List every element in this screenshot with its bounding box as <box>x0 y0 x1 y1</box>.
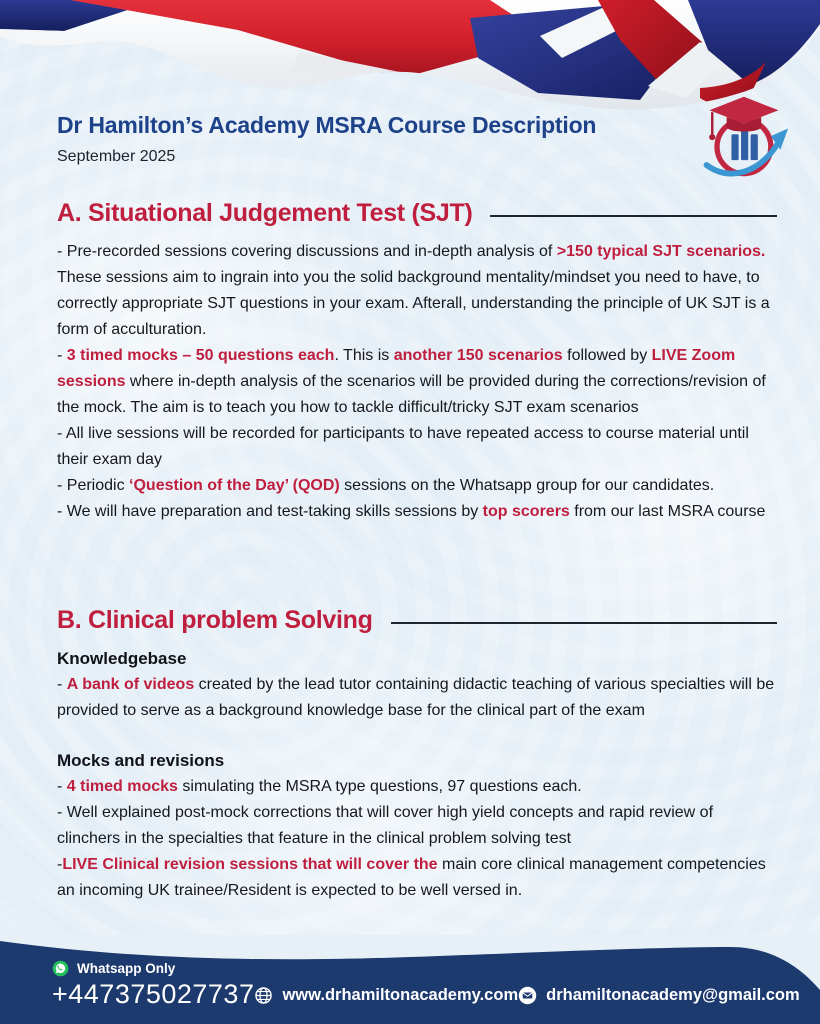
subsection-mocks-heading: Mocks and revisions <box>57 751 225 770</box>
website-url: www.drhamiltonacademy.com <box>282 986 519 1004</box>
heading-rule <box>391 622 777 624</box>
email-contact[interactable] <box>518 986 800 1005</box>
course-point: - Well explained post-mock corrections that will cover high yield concepts and rapid review of clinchers in the specialties that feature in the clinical problem solving test <box>57 804 714 847</box>
contact-footer <box>0 935 820 1024</box>
academy-logo <box>688 92 796 188</box>
section-clinical-body <box>57 646 777 904</box>
page-title: Dr Hamilton’s Academy MSRA Course Description <box>57 112 597 138</box>
email-address: drhamiltonacademy@gmail.com <box>546 986 800 1004</box>
section-sjt <box>57 199 777 525</box>
course-point: - We will have preparation and test-taking skills sessions by top scorers from our last MSRA course <box>57 503 766 520</box>
course-point: -LIVE Clinical revision sessions that will cover the main core clinical management competencies an incoming UK trainee/Resident is expected to be well versed in. <box>57 856 766 899</box>
course-date: September 2025 <box>57 148 176 165</box>
section-sjt-header <box>57 199 777 228</box>
phone-number[interactable]: +447375027737 <box>52 979 255 1009</box>
section-clinical-header <box>57 606 777 635</box>
section-clinical <box>57 606 777 904</box>
whatsapp-only-label: Whatsapp Only <box>77 961 176 976</box>
whatsapp-contact <box>52 960 254 1010</box>
course-point: - 4 timed mocks simulating the MSRA type questions, 97 questions each. <box>57 778 582 795</box>
website-contact[interactable] <box>254 986 518 1005</box>
email-icon <box>518 986 537 1005</box>
heading-rule <box>490 215 777 217</box>
whatsapp-label-row <box>52 960 254 977</box>
subsection-knowledgebase-heading: Knowledgebase <box>57 649 187 668</box>
course-point: - All live sessions will be recorded for participants to have repeated access to course material until their exam day <box>57 425 749 468</box>
section-sjt-heading: A. Situational Judgement Test (SJT) <box>57 199 473 227</box>
globe-icon <box>254 986 273 1005</box>
whatsapp-icon <box>52 960 69 977</box>
course-point: - A bank of videos created by the lead tutor containing didactic teaching of various specialties will be provided to serve as a background knowledge base for the clinical part of the exam <box>57 676 775 719</box>
section-sjt-body <box>57 239 777 525</box>
footer-content <box>0 935 820 1024</box>
graduation-cap-books-arrow-logo-icon <box>688 92 796 188</box>
course-point: - Periodic ‘Question of the Day’ (QOD) sessions on the Whatsapp group for our candidates. <box>57 477 715 494</box>
course-point: - Pre-recorded sessions covering discussions and in-depth analysis of >150 typical SJT scenarios. These sessions aim to ingrain into you the solid background mentality/mindset you need to have, to correctly appropriate SJT questions in your exam. Afterall, understanding the principle of UK SJT is a form of acculturation. <box>57 243 770 338</box>
course-point: - 3 timed mocks – 50 questions each. This is another 150 scenarios followed by LIVE Zoom sessions where in-depth analysis of the scenarios will be provided during the corrections/revision of the mock. The aim is to teach you how to tackle difficult/tricky SJT exam scenarios <box>57 347 766 416</box>
header <box>57 112 667 166</box>
section-clinical-heading: B. Clinical problem Solving <box>57 606 373 634</box>
